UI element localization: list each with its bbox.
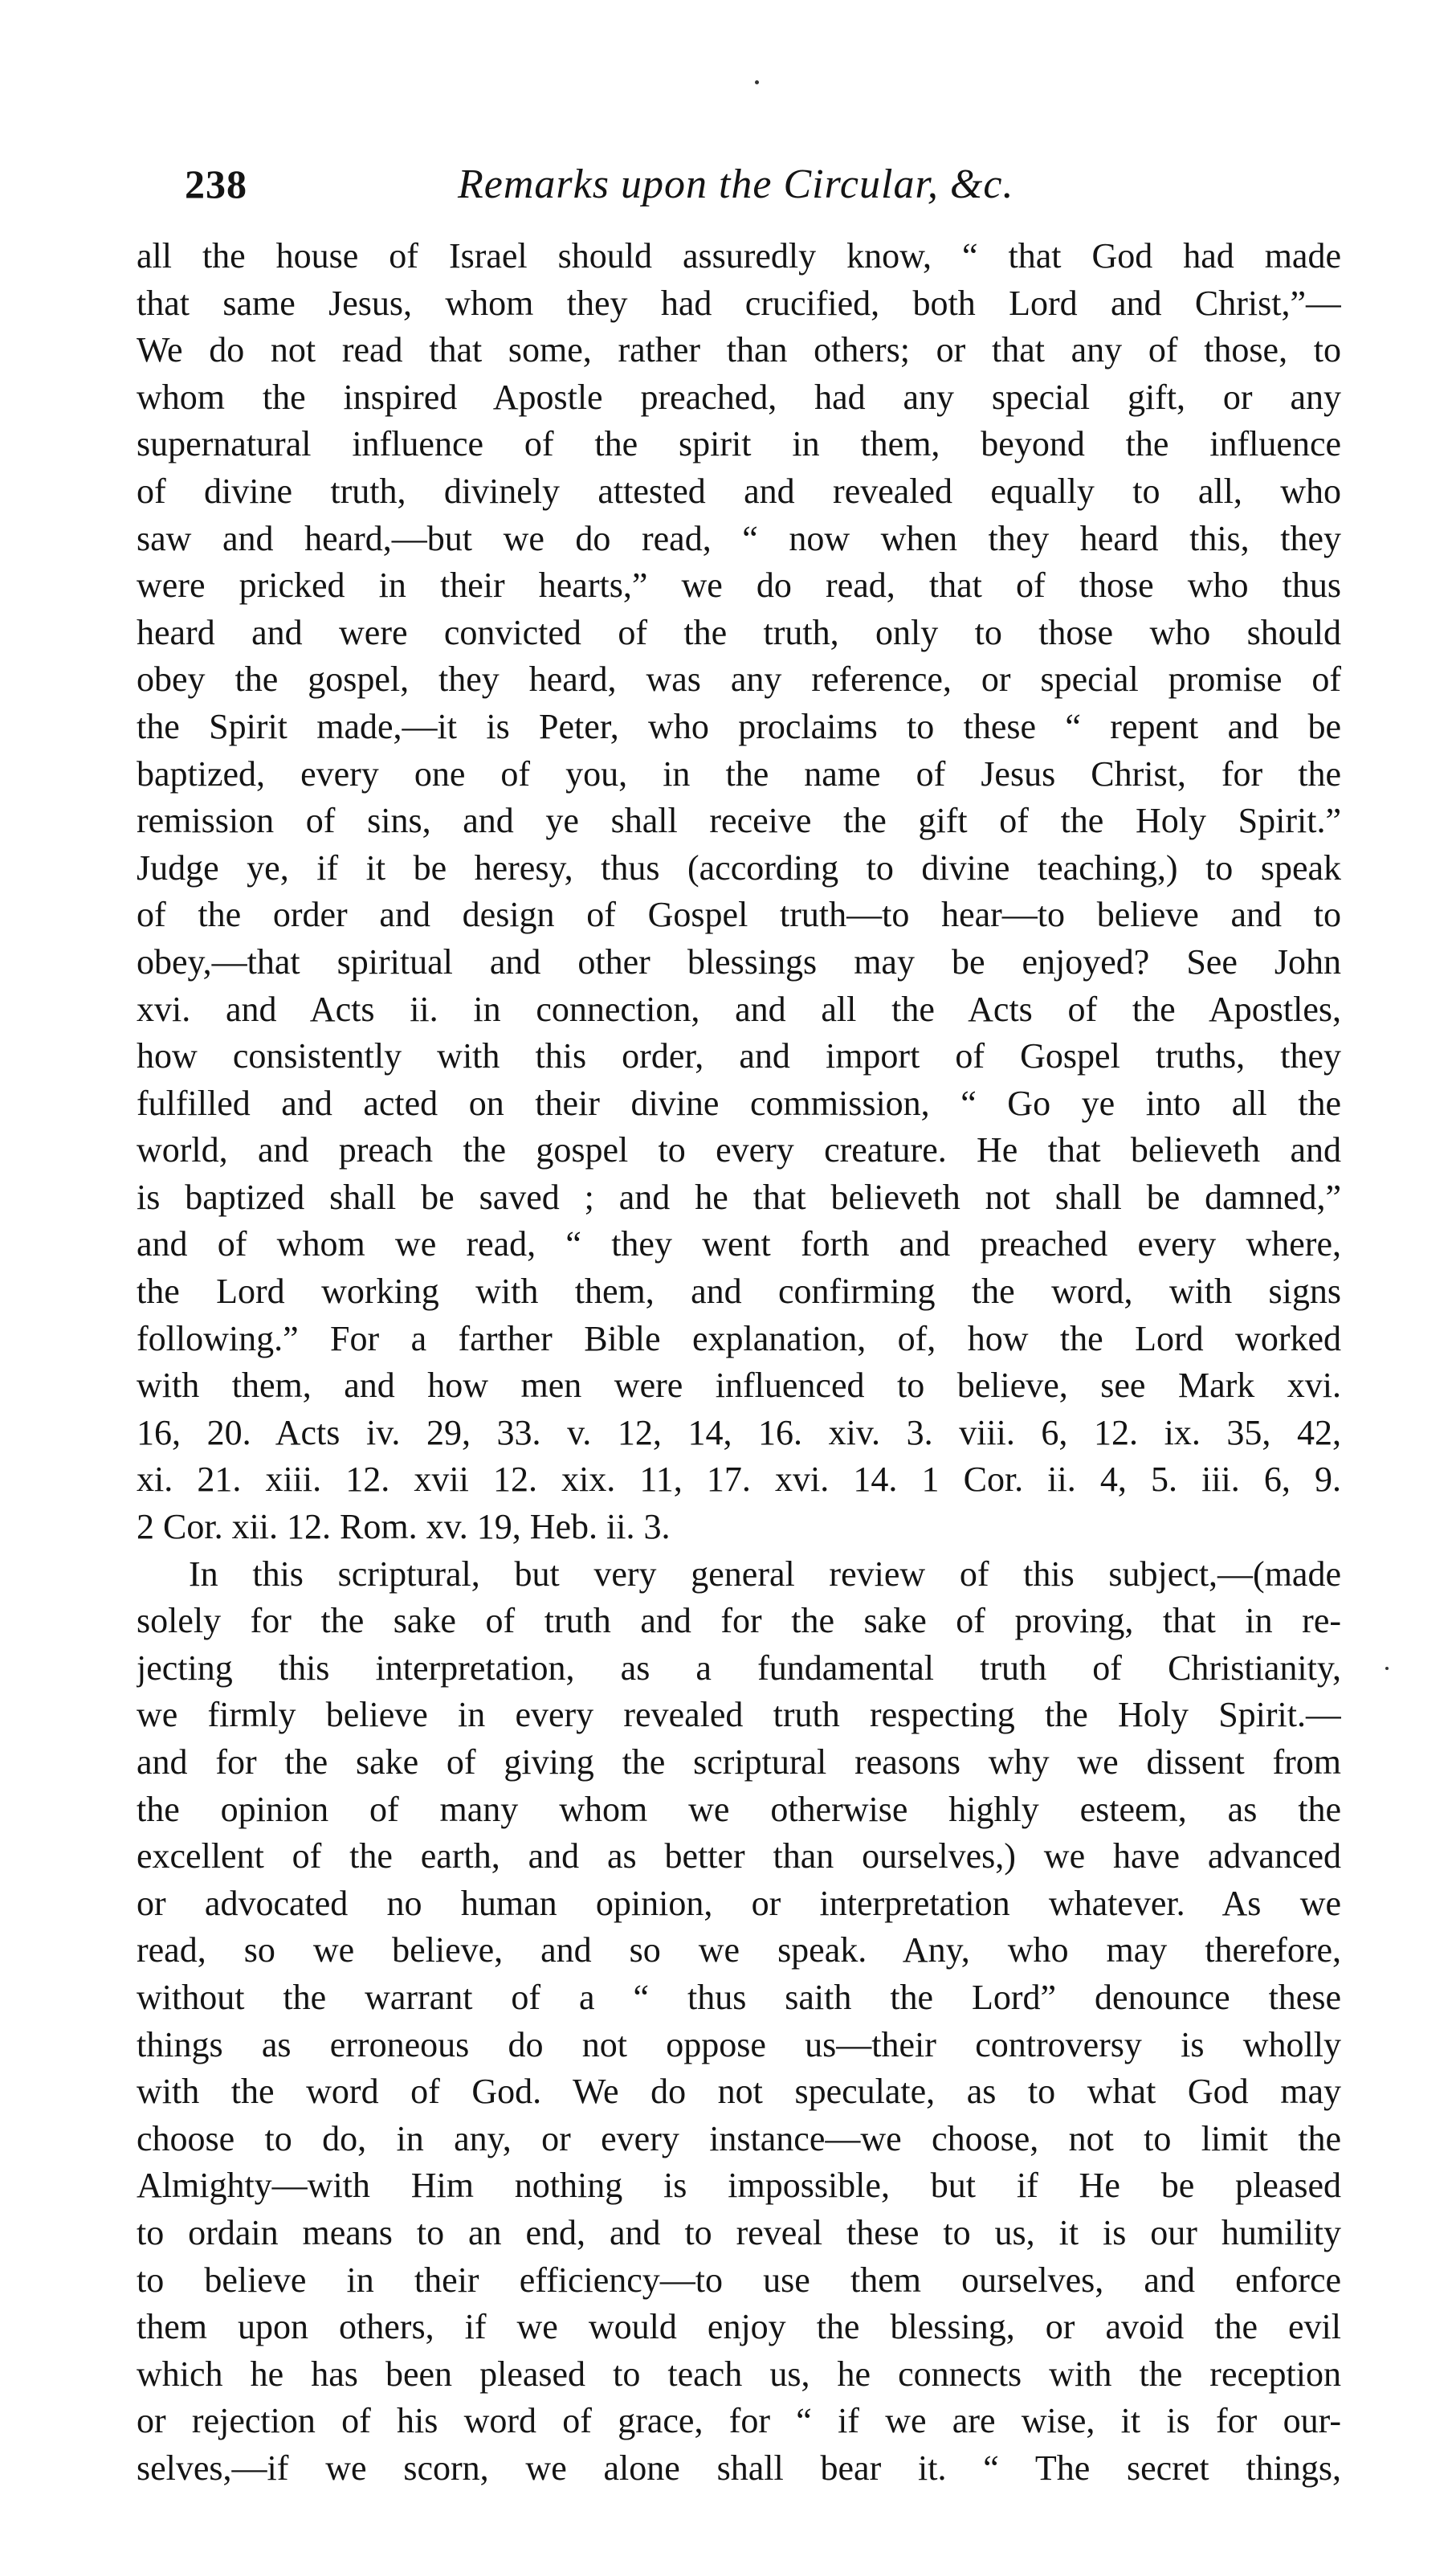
text-line: heard and were convicted of the truth, only to those who should	[137, 612, 1341, 652]
text-line: to ordain means to an end, and to reveal these to us, it is our humility	[137, 2212, 1341, 2252]
text-line: is baptized shall be saved ; and he that believeth not shall be damned,”	[137, 1177, 1341, 1217]
print-speck	[1385, 1667, 1389, 1670]
text-line: saw and heard,—but we do read, “ now when they heard this, they	[137, 518, 1341, 558]
text-line: and for the sake of giving the scriptural reasons why we dissent from	[137, 1742, 1341, 1782]
text-line: fulfilled and acted on their divine commission, “ Go ye into all the	[137, 1083, 1341, 1123]
text-line: supernatural influence of the spirit in them, beyond the influence	[137, 424, 1341, 464]
text-line: of the order and design of Gospel truth—to hear—to believe and to	[137, 895, 1341, 935]
text-line: solely for the sake of truth and for the sake of proving, that in re-	[137, 1601, 1341, 1641]
text-line: choose to do, in any, or every instance—we choose, not to limit the	[137, 2118, 1341, 2158]
text-line: that same Jesus, whom they had crucified, both Lord and Christ,”—	[137, 283, 1341, 323]
text-line: selves,—if we scorn, we alone shall bear it. “ The secret things,	[137, 2448, 1341, 2488]
text-line: whom the inspired Apostle preached, had any special gift, or any	[137, 377, 1341, 417]
running-title: Remarks upon the Circular, &c.	[458, 161, 1014, 207]
text-line: how consistently with this order, and import of Gospel truths, they	[137, 1036, 1341, 1076]
text-line: them upon others, if we would enjoy the blessing, or avoid the evil	[137, 2307, 1341, 2347]
text-line: xi. 21. xiii. 12. xvii 12. xix. 11, 17. xvi. 14. 1 Cor. ii. 4, 5. iii. 6, 9.	[137, 1460, 1341, 1500]
text-line: the Spirit made,—it is Peter, who proclaims to these “ repent and be	[137, 706, 1341, 746]
text-line: which he has been pleased to teach us, he connects with the reception	[137, 2354, 1341, 2394]
text-line: world, and preach the gospel to every creature. He that believeth and	[137, 1130, 1341, 1170]
page-number: 238	[185, 161, 247, 206]
text-line: or advocated no human opinion, or interpretation whatever. As we	[137, 1883, 1341, 1923]
text-line: we firmly believe in every revealed truth respecting the Holy Spirit.—	[137, 1695, 1341, 1735]
text-line: with them, and how men were influenced to believe, see Mark xvi.	[137, 1366, 1341, 1406]
text-line: read, so we believe, and so we speak. Any, who may therefore,	[137, 1930, 1341, 1970]
text-line: jecting this interpretation, as a fundamental truth of Christianity,	[137, 1648, 1341, 1688]
text-line: Judge ye, if it be heresy, thus (according to divine teaching,) to speak	[137, 847, 1341, 888]
text-line: Almighty—with Him nothing is impossible, but if He be pleased	[137, 2166, 1341, 2206]
text-line: 16, 20. Acts iv. 29, 33. v. 12, 14, 16. xiv. 3. viii. 6, 12. ix. 35, 42,	[137, 1412, 1341, 1452]
text-line: of divine truth, divinely attested and revealed equally to all, who	[137, 471, 1341, 511]
text-line: excellent of the earth, and as better than ourselves,) we have advanced	[137, 1836, 1341, 1876]
text-line: or rejection of his word of grace, for “ if we are wise, it is for our-	[137, 2401, 1341, 2441]
text-line: the opinion of many whom we otherwise highly esteem, as the	[137, 1789, 1341, 1829]
page-header	[185, 161, 1341, 225]
body-text	[137, 233, 1341, 2493]
text-line: obey,—that spiritual and other blessings may be enjoyed? See John	[137, 941, 1341, 982]
text-line: xvi. and Acts ii. in connection, and all the Acts of the Apostles,	[137, 989, 1341, 1029]
text-line: 2 Cor. xii. 12. Rom. xv. 19, Heb. ii. 3.	[137, 1507, 671, 1547]
text-line: were pricked in their hearts,” we do read, that of those who thus	[137, 566, 1341, 606]
text-line: the Lord working with them, and confirming the word, with signs	[137, 1272, 1341, 1312]
text-line: remission of sins, and ye shall receive the gift of the Holy Spirit.”	[137, 801, 1341, 841]
text-line: and of whom we read, “ they went forth and preached every where,	[137, 1224, 1341, 1264]
text-line: without the warrant of a “ thus saith the Lord” denounce these	[137, 1977, 1341, 2017]
text-line: In this scriptural, but very general review of this subject,—(made	[189, 1554, 1341, 1594]
text-line: baptized, every one of you, in the name of Jesus Christ, for the	[137, 753, 1341, 794]
text-line: We do not read that some, rather than others; or that any of those, to	[137, 330, 1341, 370]
text-line: following.” For a farther Bible explanation, of, how the Lord worked	[137, 1318, 1341, 1358]
print-speck	[755, 80, 759, 84]
text-line: all the house of Israel should assuredly know, “ that God had made	[137, 236, 1341, 276]
text-line: with the word of God. We do not speculate, as to what God may	[137, 2072, 1341, 2112]
text-line: obey the gospel, they heard, was any reference, or special promise of	[137, 659, 1341, 700]
text-line: things as erroneous do not oppose us—their controversy is wholly	[137, 2024, 1341, 2064]
text-line: to believe in their efficiency—to use them ourselves, and enforce	[137, 2260, 1341, 2300]
